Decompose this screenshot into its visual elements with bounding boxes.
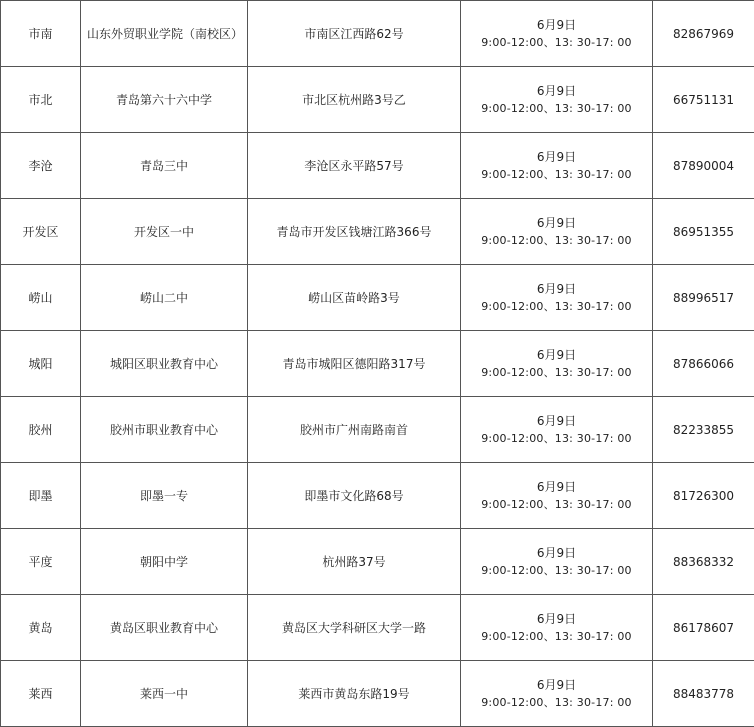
site-name-cell: 开发区一中 <box>81 199 248 265</box>
site-name-cell: 崂山二中 <box>81 265 248 331</box>
hours-text: 9:00-12:00、13: 30-17: 00 <box>467 628 646 646</box>
site-name-cell: 胶州市职业教育中心 <box>81 397 248 463</box>
date-text: 6月9日 <box>467 544 646 562</box>
hours-text: 9:00-12:00、13: 30-17: 00 <box>467 496 646 514</box>
address-cell: 青岛市城阳区德阳路317号 <box>248 331 461 397</box>
district-cell: 城阳 <box>1 331 81 397</box>
hours-text: 9:00-12:00、13: 30-17: 00 <box>467 232 646 250</box>
site-name-cell: 黄岛区职业教育中心 <box>81 595 248 661</box>
date-text: 6月9日 <box>467 148 646 166</box>
date-text: 6月9日 <box>467 280 646 298</box>
address-cell: 莱西市黄岛东路19号 <box>248 661 461 727</box>
table-row <box>1 661 754 727</box>
date-text: 6月9日 <box>467 82 646 100</box>
site-name-cell: 青岛第六十六中学 <box>81 67 248 133</box>
date-text: 6月9日 <box>467 610 646 628</box>
address-cell: 市南区江西路62号 <box>248 1 461 67</box>
hours-text: 9:00-12:00、13: 30-17: 00 <box>467 694 646 712</box>
time-cell <box>461 67 653 133</box>
table-row <box>1 529 754 595</box>
hours-text: 9:00-12:00、13: 30-17: 00 <box>467 34 646 52</box>
address-cell: 杭州路37号 <box>248 529 461 595</box>
time-cell <box>461 133 653 199</box>
site-name-cell: 即墨一专 <box>81 463 248 529</box>
table-row <box>1 199 754 265</box>
table-row <box>1 67 754 133</box>
date-text: 6月9日 <box>467 346 646 364</box>
table-row <box>1 397 754 463</box>
phone-cell: 88996517 <box>653 265 754 331</box>
date-text: 6月9日 <box>467 412 646 430</box>
site-name-cell: 青岛三中 <box>81 133 248 199</box>
time-cell <box>461 595 653 661</box>
address-cell: 黄岛区大学科研区大学一路 <box>248 595 461 661</box>
district-cell: 黄岛 <box>1 595 81 661</box>
phone-cell: 86178607 <box>653 595 754 661</box>
table-row <box>1 265 754 331</box>
time-cell <box>461 397 653 463</box>
date-text: 6月9日 <box>467 16 646 34</box>
phone-cell: 82867969 <box>653 1 754 67</box>
district-cell: 开发区 <box>1 199 81 265</box>
hours-text: 9:00-12:00、13: 30-17: 00 <box>467 100 646 118</box>
address-cell: 青岛市开发区钱塘江路366号 <box>248 199 461 265</box>
time-cell <box>461 661 653 727</box>
phone-cell: 87890004 <box>653 133 754 199</box>
time-cell <box>461 265 653 331</box>
table-row <box>1 133 754 199</box>
address-cell: 李沧区永平路57号 <box>248 133 461 199</box>
hours-text: 9:00-12:00、13: 30-17: 00 <box>467 166 646 184</box>
hours-text: 9:00-12:00、13: 30-17: 00 <box>467 562 646 580</box>
phone-cell: 87866066 <box>653 331 754 397</box>
phone-cell: 82233855 <box>653 397 754 463</box>
district-cell: 市北 <box>1 67 81 133</box>
phone-cell: 88483778 <box>653 661 754 727</box>
phone-cell: 86951355 <box>653 199 754 265</box>
phone-cell: 88368332 <box>653 529 754 595</box>
time-cell <box>461 463 653 529</box>
hours-text: 9:00-12:00、13: 30-17: 00 <box>467 430 646 448</box>
date-text: 6月9日 <box>467 214 646 232</box>
site-name-cell: 莱西一中 <box>81 661 248 727</box>
time-cell <box>461 199 653 265</box>
table-row <box>1 331 754 397</box>
date-text: 6月9日 <box>467 676 646 694</box>
table-body <box>1 1 754 727</box>
time-cell <box>461 1 653 67</box>
site-name-cell: 山东外贸职业学院（南校区） <box>81 1 248 67</box>
address-cell: 市北区杭州路3号乙 <box>248 67 461 133</box>
site-name-cell: 城阳区职业教育中心 <box>81 331 248 397</box>
district-cell: 市南 <box>1 1 81 67</box>
hours-text: 9:00-12:00、13: 30-17: 00 <box>467 298 646 316</box>
table-row <box>1 463 754 529</box>
district-cell: 平度 <box>1 529 81 595</box>
phone-cell: 81726300 <box>653 463 754 529</box>
time-cell <box>461 529 653 595</box>
district-cell: 即墨 <box>1 463 81 529</box>
address-cell: 即墨市文化路68号 <box>248 463 461 529</box>
district-cell: 莱西 <box>1 661 81 727</box>
district-cell: 李沧 <box>1 133 81 199</box>
phone-cell: 66751131 <box>653 67 754 133</box>
site-name-cell: 朝阳中学 <box>81 529 248 595</box>
date-text: 6月9日 <box>467 478 646 496</box>
hours-text: 9:00-12:00、13: 30-17: 00 <box>467 364 646 382</box>
address-cell: 崂山区苗岭路3号 <box>248 265 461 331</box>
table-row <box>1 1 754 67</box>
address-cell: 胶州市广州南路南首 <box>248 397 461 463</box>
table-row <box>1 595 754 661</box>
time-cell <box>461 331 653 397</box>
district-cell: 胶州 <box>1 397 81 463</box>
district-cell: 崂山 <box>1 265 81 331</box>
